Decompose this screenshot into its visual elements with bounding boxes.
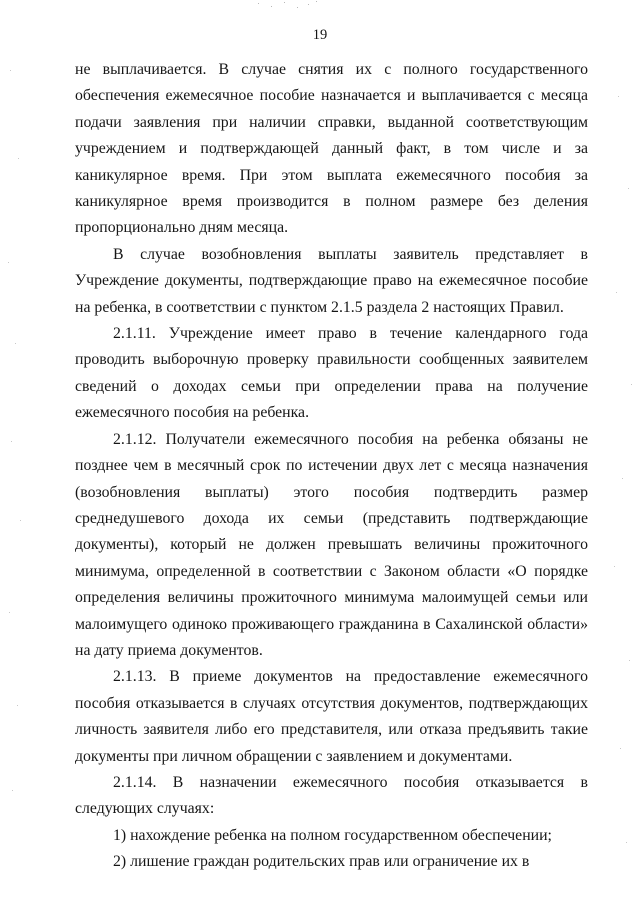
page-number: 19 xyxy=(312,27,328,43)
paragraph-2-1-14: 2.1.14. В назначении ежемесячного пособия отказывается в следующих случаях: xyxy=(75,773,588,818)
paragraph-resumption: В случае возобновления выплаты заявитель представляет в Учреждение документы, подтверждающие право на ежемесячное пособие на ребенка, в соответствии с пунктом 2.1.5 раздела 2 настоящих Правил. xyxy=(75,245,588,316)
right-margin-noise xyxy=(610,0,640,905)
left-margin-noise xyxy=(4,0,34,905)
paragraph-2-1-11: 2.1.11. Учреждение имеет право в течение календарного года проводить выборочную проверку правильности сообщенных заявителем сведений о доходах семьи при определении права на получение ежемесячного пособия на ребенка. xyxy=(75,325,588,422)
paragraph-continuation: не выплачивается. В случае снятия их с полного государственного обеспечения ежемесячное пособие назначается и выплачивается с месяца подачи заявления при наличии справки, выданной соответствующим учреждением и подтверждающей данный факт, в том числе и за каникулярное время. При этом выплата ежемесячного пособия за каникулярное время производится в полном размере без деления пропорционально дням месяца. xyxy=(75,61,588,237)
scan-noise xyxy=(250,0,330,10)
paragraph-2-1-13: 2.1.13. В приеме документов на предоставление ежемесячного пособия отказывается в случаях отсутствия документов, подтверждающих личность заявителя либо его представителя, или отказа предъявить такие документы при личном обращении с заявлением и документами. xyxy=(75,668,588,765)
list-item-2: 2) лишение граждан родительских прав или ограничение их в xyxy=(113,853,530,871)
list-item-1: 1) нахождение ребенка на полном государственном обеспечении; xyxy=(113,826,552,844)
paragraph-2-1-12: 2.1.12. Получатели ежемесячного пособия на ребенка обязаны не позднее чем в месячный срок по истечении двух лет с месяца назначения (возобновления выплаты) этого пособия подтвердить размер среднедушевого дохода их семьи (представить подтверждающие документы), который не должен превышать величины прожиточного минимума, определенной в соответствии с Законом области «О порядке определения величины прожиточного минимума малоимущей семьи или малоимущего одиноко проживающего гражданина в Сахалинской области» на дату приема документов. xyxy=(75,430,588,659)
document-body xyxy=(75,57,588,876)
